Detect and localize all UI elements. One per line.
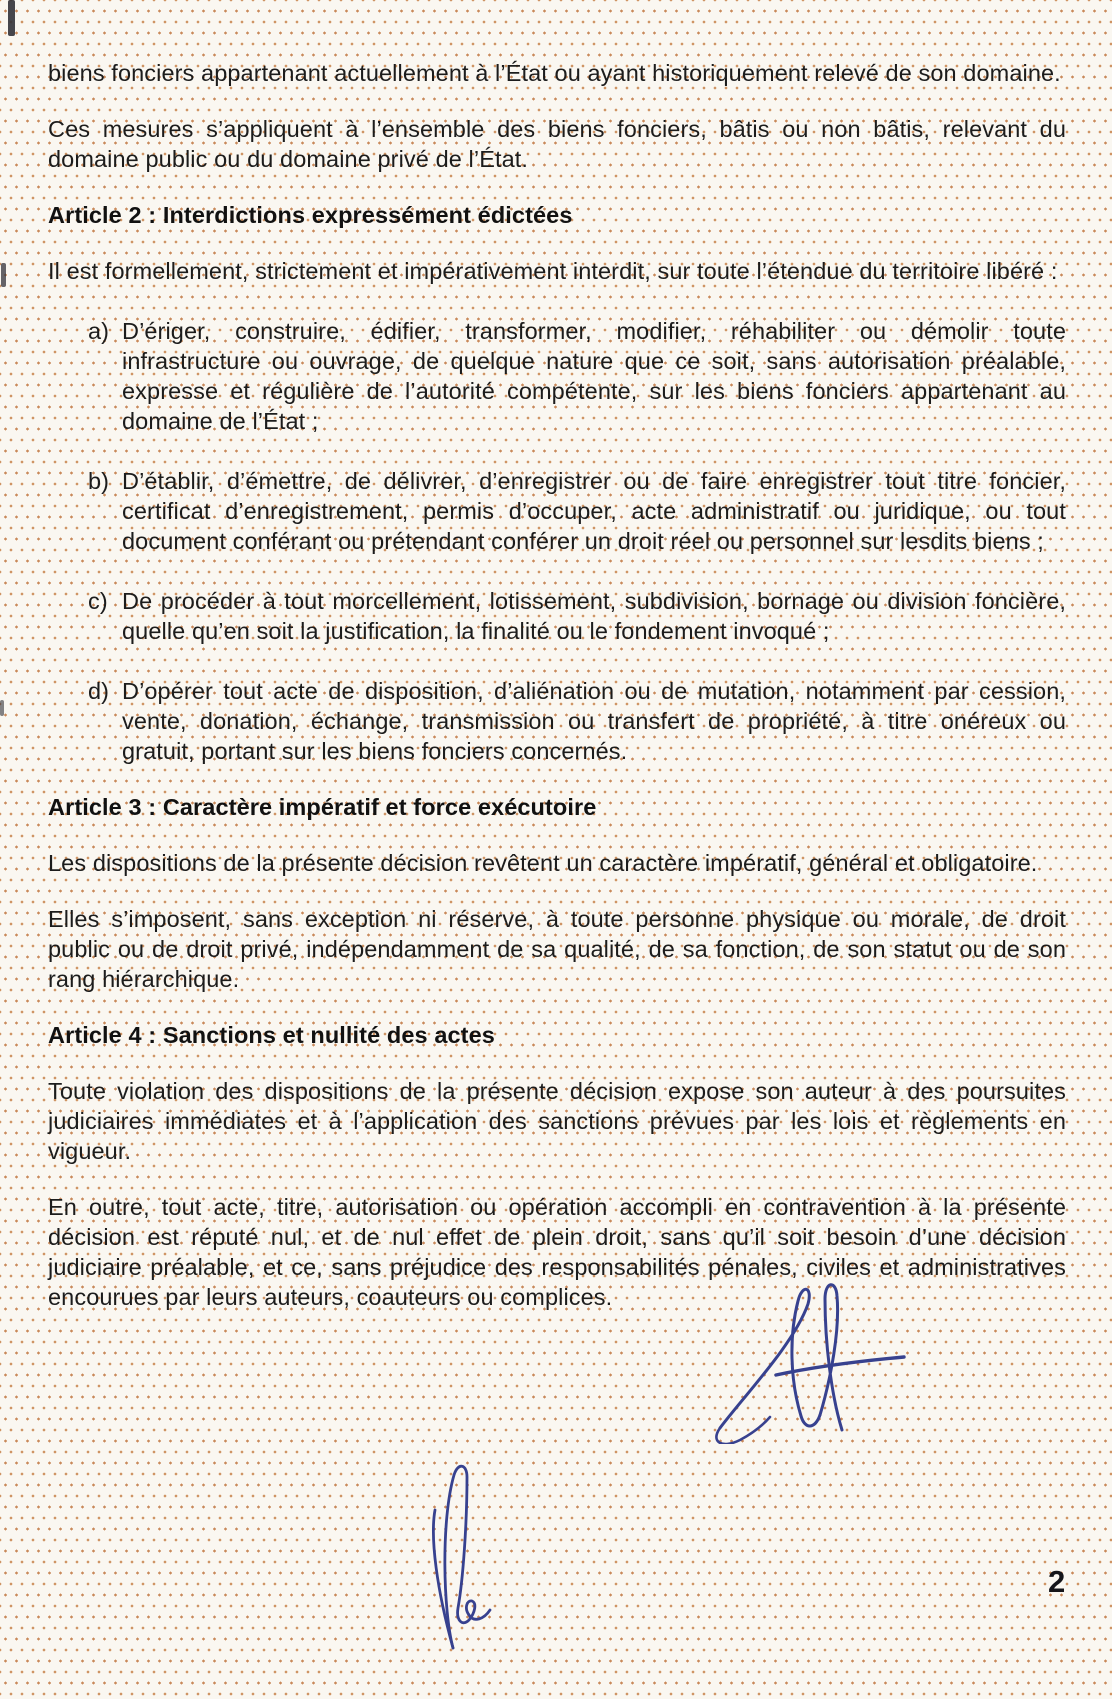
page-number: 2: [1048, 1564, 1066, 1599]
signature-right: [706, 1278, 920, 1444]
article-4-heading: Article 4 : Sanctions et nullité des actes: [48, 1022, 495, 1048]
article-4-paragraph-2: En outre, tout acte, titre, autorisation ou opération accompli en contravention à la présente décision est réputé nul, et de nul effet de plein droit, sans qu’il soit besoin d’une décision judiciaire préalable, et ce, sans préjudice des responsabilités pénales, civiles et administratives encourues par leurs auteurs, coauteurs ou complices.: [48, 1194, 1066, 1310]
list-item-a-text: D’ériger, construire, édifier, transformer, modifier, réhabiliter ou démolir toute infrastructure ou ouvrage, de quelque nature que ce soit, sans autorisation préalable, expresse et régulière de l’autorité compétente, sur les biens fonciers appartenant au domaine de l’État ;: [122, 318, 1066, 434]
article-3-heading: Article 3 : Caractère impératif et force exécutoire: [48, 794, 597, 820]
list-item-a: [88, 316, 1066, 436]
list-item-c-text: De procéder à tout morcellement, lotissement, subdivision, bornage ou division foncière, quelle qu’en soit la justification, la finalité ou le fondement invoqué ;: [122, 588, 1066, 644]
article-4-paragraph-1: Toute violation des dispositions de la présente décision expose son auteur à des poursuites judiciaires immédiates et à l’application des sanctions prévues par les lois et règlements en vigueur.: [48, 1078, 1066, 1164]
paragraph-intro-continued: biens fonciers appartenant actuellement à l’État ou ayant historiquement relevé de son domaine.: [48, 60, 1061, 86]
paragraph-scope: Ces mesures s’appliquent à l’ensemble des biens fonciers, bâtis ou non bâtis, relevant du domaine public ou du domaine privé de l’État.: [48, 116, 1066, 172]
article-2-intro: Il est formellement, strictement et impérativement interdit, sur toute l’étendue du territoire libéré :: [48, 258, 1058, 284]
list-item-b: [88, 466, 1066, 556]
article-3-paragraph-2: Elles s’imposent, sans exception ni réserve, à toute personne physique ou morale, de droit public ou de droit privé, indépendamment de sa qualité, de sa fonction, de son statut ou de son rang hiérarchique.: [48, 906, 1066, 992]
list-item-c: [88, 586, 1066, 646]
list-item-d: [88, 676, 1066, 766]
list-marker-d: d): [88, 678, 110, 704]
scan-edge-artifact: [1, 263, 6, 287]
list-item-b-text: D’établir, d’émettre, de délivrer, d’enregistrer ou de faire enregistrer tout titre foncier, certificat d’enregistrement, permis d’occuper, acte administratif ou juridique, ou tout document conférant ou prétendant conférer un droit réel ou personnel sur lesdits biens ;: [122, 468, 1066, 554]
article-3-paragraph-1: Les dispositions de la présente décision revêtent un caractère impératif, général et obligatoire.: [48, 850, 1038, 876]
scan-edge-artifact: [0, 700, 4, 716]
list-marker-b: b): [88, 468, 110, 494]
list-marker-c: c): [88, 588, 108, 614]
list-item-d-text: D’opérer tout acte de disposition, d’aliénation ou de mutation, notamment par cession, vente, donation, échange, transmission ou transfert de propriété, à titre onéreux ou gratuit, portant sur les biens fonciers concernés.: [122, 678, 1066, 764]
scan-edge-artifact: [8, 0, 15, 36]
article-2-heading: Article 2 : Interdictions expressément édictées: [48, 202, 573, 228]
document-body: [48, 58, 1066, 1312]
signature-left: [423, 1462, 503, 1662]
list-marker-a: a): [88, 318, 110, 344]
